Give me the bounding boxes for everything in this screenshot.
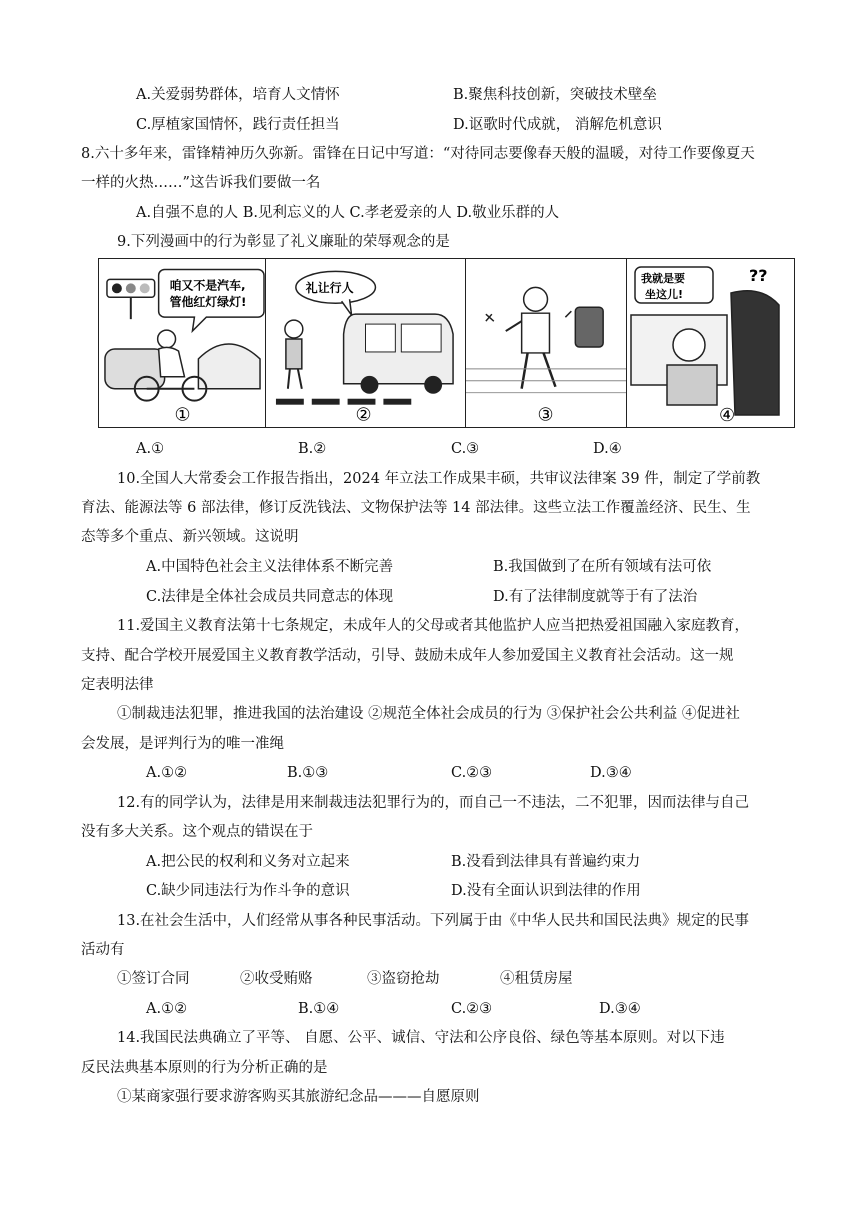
q13-option-d: D.③④: [599, 1001, 641, 1017]
q11-option-c: C.②③: [451, 765, 493, 781]
q13-item-1: ①签订合同: [117, 971, 190, 987]
q12-stem-line2: 没有多大关系。这个观点的错误在于: [81, 824, 313, 840]
panel-1-bubble-line2: 管他红灯绿灯!: [169, 295, 247, 310]
q7-option-c: C.厚植家国情怀，践行责任担当: [136, 117, 340, 133]
q9-stem: 9.下列漫画中的行为彰显了礼义廉耻的荣辱观念的是: [117, 234, 450, 250]
panel-4-number: ④: [719, 405, 736, 426]
q10-option-c: C.法律是全体社会成员共同意志的体现: [146, 589, 394, 605]
q11-items-line1: ①制裁违法犯罪，推进我国的法治建设 ②规范全体社会成员的行为 ③保护社会公共利益 ④促进社: [117, 706, 740, 722]
q12-option-c: C.缺少同违法行为作斗争的意识: [146, 883, 350, 899]
panel-3-number: ③: [537, 404, 554, 426]
comic-panel-1: [99, 259, 266, 427]
panel-1-illustration: [99, 259, 265, 427]
panel-2-bubble: 礼让行人: [305, 281, 354, 296]
q13-option-a: A.①②: [146, 1001, 188, 1017]
q12-option-d: D.没有全面认识到法律的作用: [451, 883, 641, 899]
comic-panel-4: [627, 259, 793, 427]
q9-option-a: A.①: [136, 441, 165, 457]
q10-stem-line3: 态等多个重点、新兴领域。这说明: [81, 529, 299, 545]
q13-item-3: ③盗窃抢劫: [367, 971, 440, 987]
q10-stem-line2: 育法、能源法等 6 部法律，修订反洗钱法、文物保护法等 14 部法律。这些立法工作覆盖经济、民生、生: [81, 500, 751, 516]
q14-stem-line2: 反民法典基本原则的行为分析正确的是: [81, 1060, 328, 1076]
q7-option-b: B.聚焦科技创新，突破技术壁垒: [453, 87, 657, 103]
panel-1-bubble-line1: 咱又不是汽车,: [169, 278, 246, 293]
comic-panel-3: [466, 259, 627, 427]
q11-stem-line1: 11.爱国主义教育法第十七条规定，未成年人的父母或者其他监护人应当把热爱祖国融入家庭教育，: [117, 618, 750, 634]
panel-2-illustration: [266, 259, 465, 427]
q11-option-d: D.③④: [590, 765, 632, 781]
q12-option-a: A.把公民的权利和义务对立起来: [146, 854, 350, 870]
q12-stem-line1: 12.有的同学认为，法律是用来制裁违法犯罪行为的，而自己一不违法，二不犯罪，因而法律与自己: [117, 795, 750, 811]
q13-item-4: ④租赁房屋: [500, 971, 573, 987]
q8-options: A.自强不息的人 B.见利忘义的人 C.孝老爱亲的人 D.敬业乐群的人: [136, 205, 560, 221]
q10-option-d: D.有了法律制度就等于有了法治: [493, 589, 698, 605]
q13-option-c: C.②③: [451, 1001, 493, 1017]
q13-stem-line2: 活动有: [81, 942, 125, 958]
q11-option-a: A.①②: [146, 765, 188, 781]
q11-stem-line3: 定表明法律: [81, 677, 154, 693]
q9-comic-strip: [98, 258, 795, 428]
q9-option-d: D.④: [593, 441, 622, 457]
q8-stem-line2: 一样的火热……”这告诉我们要做一名: [81, 175, 321, 191]
panel-3-illustration: [466, 259, 626, 427]
q11-stem-line2: 支持、配合学校开展爱国主义教育教学活动，引导、鼓励未成年人参加爱国主义教育社会活动。这一规: [81, 648, 734, 664]
q13-item-2: ②收受贿赂: [240, 971, 313, 987]
q13-stem-line1: 13.在社会生活中，人们经常从事各种民事活动。下列属于由《中华人民共和国民法典》规定的民事: [117, 913, 750, 929]
q10-option-a: A.中国特色社会主义法律体系不断完善: [146, 559, 394, 575]
q13-option-b: B.①④: [298, 1001, 340, 1017]
panel-4-illustration: [627, 259, 793, 427]
q8-stem-line1: 8.六十多年来，雷锋精神历久弥新。雷锋在日记中写道：“对待同志要像春天般的温暖，对待工作要像夏天: [81, 146, 755, 162]
q11-items-line2: 会发展，是评判行为的唯一准绳: [81, 736, 284, 752]
q11-option-b: B.①③: [287, 765, 329, 781]
panel-1-number: ①: [174, 404, 191, 426]
comic-panel-2: [266, 259, 466, 427]
q12-option-b: B.没看到法律具有普遍约束力: [451, 854, 641, 870]
panel-4-bubble-line2: 坐这儿!: [645, 288, 684, 301]
q7-option-a: A.关爱弱势群体，培育人文情怀: [136, 87, 340, 103]
panel-4-bubble-line1: 我就是要: [641, 272, 685, 285]
q14-item-1: ①某商家强行要求游客购买其旅游纪念品———自愿原则: [117, 1089, 480, 1105]
q14-stem-line1: 14.我国民法典确立了平等、 自愿、公平、诚信、守法和公序良俗、绿色等基本原则。对以下违: [117, 1030, 725, 1046]
panel-2-number: ②: [355, 404, 372, 426]
q10-stem-line1: 10.全国人大常委会工作报告指出，2024 年立法工作成果丰硕，共审议法律案 39 件，制定了学前教: [117, 471, 761, 487]
q9-option-c: C.③: [451, 441, 480, 457]
q9-option-b: B.②: [298, 441, 327, 457]
q7-option-d: D.讴歌时代成就， 消解危机意识: [453, 117, 662, 133]
q10-option-b: B.我国做到了在所有领域有法可依: [493, 559, 712, 575]
svg-text:??: ??: [749, 266, 768, 285]
